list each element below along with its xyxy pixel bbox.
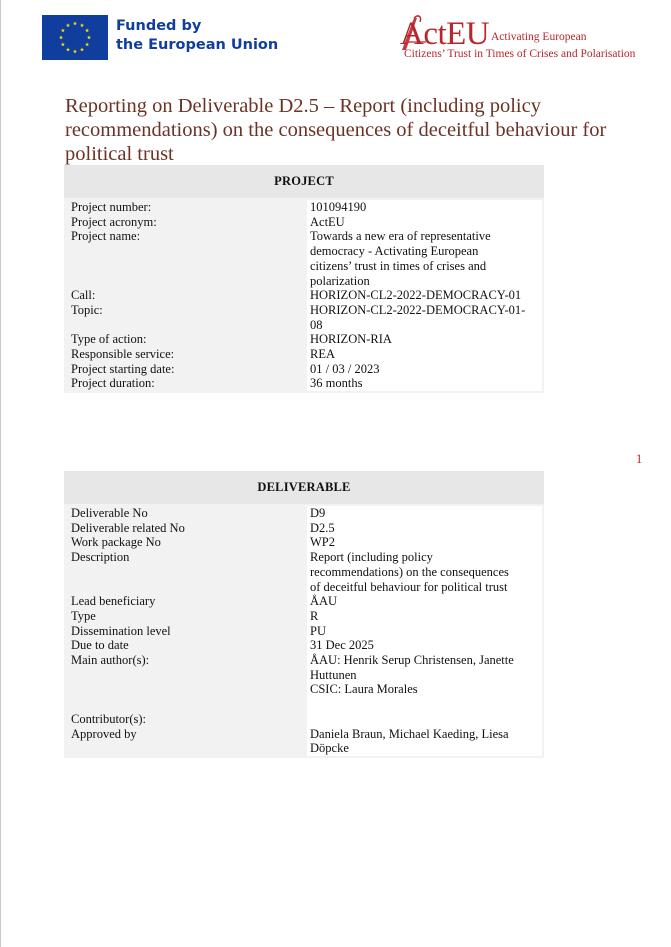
project-row-value-line: 08 bbox=[310, 317, 323, 332]
deliverable-row-value-line: ÅAU: Henrik Serup Christensen, Janette bbox=[310, 653, 514, 668]
deliverable-row-value bbox=[307, 506, 542, 521]
project-row bbox=[64, 362, 544, 377]
acteu-wordmark: ActEU bbox=[400, 16, 490, 52]
deliverable-row-label: Main author(s): bbox=[71, 653, 150, 668]
deliverable-row-value-line: ÅAU bbox=[310, 594, 338, 609]
project-row-label: Responsible service: bbox=[71, 347, 175, 362]
deliverable-row-value-line: Huttunen bbox=[310, 667, 357, 682]
deliverable-row-label: Dissemination level bbox=[71, 623, 171, 638]
project-row-value-line: democracy - Activating European bbox=[310, 244, 479, 259]
deliverable-row bbox=[64, 506, 544, 521]
deliverable-row-value-line: Daniela Braun, Michael Kaeding, Liesa bbox=[310, 726, 509, 741]
project-row bbox=[64, 215, 544, 230]
eu-line-2: the European Union bbox=[116, 37, 279, 53]
project-row-label: Project starting date: bbox=[71, 361, 175, 376]
eu-line-1: Funded by bbox=[116, 18, 202, 34]
deliverable-row-label: Deliverable No bbox=[71, 506, 148, 520]
deliverable-row bbox=[64, 609, 544, 624]
deliverable-row bbox=[64, 535, 544, 550]
project-row-label: Type of action: bbox=[71, 332, 147, 347]
project-row-value-line: citizens’ trust in times of crises and bbox=[310, 258, 487, 273]
project-row bbox=[64, 376, 544, 391]
deliverable-row-value-line: R bbox=[310, 608, 319, 623]
deliverable-row-label: Work package No bbox=[71, 535, 161, 550]
deliverable-row bbox=[64, 624, 544, 639]
project-row bbox=[64, 288, 544, 303]
deliverable-row bbox=[64, 653, 544, 712]
project-row bbox=[64, 332, 544, 347]
deliverable-row-label: Contributor(s): bbox=[71, 711, 146, 726]
project-row-value-line: HORIZON-CL2-2022-DEMOCRACY-01 bbox=[310, 288, 522, 303]
deliverable-table-rows bbox=[64, 504, 544, 758]
project-row-value bbox=[307, 376, 542, 391]
deliverable-row bbox=[64, 638, 544, 653]
project-row-value-line: HORIZON-CL2-2022-DEMOCRACY-01- bbox=[310, 302, 526, 317]
project-row-value-line: Towards a new era of representative bbox=[310, 229, 491, 244]
deliverable-row-value-line: 31 Dec 2025 bbox=[310, 638, 374, 653]
deliverable-row-value bbox=[307, 653, 542, 712]
project-table bbox=[64, 165, 544, 393]
deliverable-row-value-line: recommendations) on the consequences bbox=[310, 564, 509, 579]
acteu-tagline-1: Activating European bbox=[491, 31, 587, 43]
deliverable-row bbox=[64, 521, 544, 536]
project-row bbox=[64, 303, 544, 332]
deliverable-table bbox=[64, 471, 544, 758]
deliverable-row-value-line: of deceitful behaviour for political trust bbox=[310, 579, 508, 594]
project-row-value bbox=[307, 362, 542, 377]
deliverable-row-label: Due to date bbox=[71, 638, 129, 653]
project-row-value-line: ActEU bbox=[310, 214, 345, 229]
project-row-value bbox=[307, 303, 542, 332]
project-row-value bbox=[307, 332, 542, 347]
deliverable-row-label: Deliverable related No bbox=[71, 520, 185, 535]
deliverable-row-value bbox=[307, 535, 542, 550]
project-row-label: Project name: bbox=[71, 229, 141, 244]
project-row-label: Project duration: bbox=[71, 376, 155, 391]
eu-flag-svg bbox=[42, 15, 108, 60]
deliverable-row-value bbox=[307, 638, 542, 653]
deliverable-row-value-line: PU bbox=[310, 623, 326, 638]
deliverable-row-value-line: Report (including policy bbox=[310, 550, 433, 565]
project-row-value-line: 01 / 03 / 2023 bbox=[310, 361, 380, 376]
deliverable-row-value-line: WP2 bbox=[310, 535, 335, 550]
page-number: 1 bbox=[636, 452, 643, 466]
project-row-value-line: 36 months bbox=[310, 376, 363, 391]
deliverable-row-value-line bbox=[310, 712, 538, 727]
deliverable-row bbox=[64, 594, 544, 609]
deliverable-row-value bbox=[307, 594, 542, 609]
project-row-label: Project acronym: bbox=[71, 214, 157, 229]
project-table-rows bbox=[64, 198, 544, 393]
deliverable-row-label: Type bbox=[71, 608, 96, 623]
eu-funding-text bbox=[116, 17, 278, 55]
deliverable-row-value-line: Döpcke bbox=[310, 741, 349, 756]
project-row-value bbox=[307, 200, 542, 215]
project-row-value-line: HORIZON-RIA bbox=[310, 332, 392, 347]
deliverable-row-value-line bbox=[310, 697, 538, 712]
project-row-value-line: polarization bbox=[310, 273, 370, 288]
deliverable-table-heading: DELIVERABLE bbox=[64, 471, 544, 504]
document-title: Reporting on Deliverable D2.5 – Report (including policy recommendations) on the consequences of deceitful behaviour for political trust bbox=[65, 95, 607, 165]
deliverable-row bbox=[64, 727, 544, 756]
project-row bbox=[64, 347, 544, 362]
project-row-value bbox=[307, 288, 542, 303]
deliverable-row-label: Description bbox=[71, 550, 130, 565]
deliverable-row-label: Approved by bbox=[71, 726, 137, 741]
acteu-tagline-2: Citizens’ Trust in Times of Crises and Polarisation bbox=[404, 48, 636, 60]
deliverable-row-value bbox=[307, 624, 542, 639]
deliverable-row-value bbox=[307, 550, 542, 594]
project-row-label: Call: bbox=[71, 288, 96, 303]
project-row-label: Project number: bbox=[71, 200, 152, 214]
project-row bbox=[64, 200, 544, 215]
deliverable-row bbox=[64, 550, 544, 594]
project-row-value bbox=[307, 347, 542, 362]
project-row bbox=[64, 229, 544, 288]
project-table-heading: PROJECT bbox=[64, 165, 544, 198]
deliverable-row-value bbox=[307, 521, 542, 536]
deliverable-row-label: Lead beneficiary bbox=[71, 594, 156, 609]
deliverable-row bbox=[64, 712, 544, 727]
project-row-value-line: 101094190 bbox=[310, 200, 367, 214]
page-left-edge bbox=[0, 0, 1, 947]
project-row-value-line: REA bbox=[310, 347, 335, 362]
deliverable-row-value-line: D9 bbox=[310, 506, 326, 520]
deliverable-row-value bbox=[307, 712, 542, 727]
deliverable-row-value bbox=[307, 609, 542, 624]
project-row-value bbox=[307, 229, 542, 288]
deliverable-row-value bbox=[307, 727, 542, 756]
eu-flag-icon bbox=[42, 15, 108, 60]
acteu-logo bbox=[398, 12, 638, 64]
deliverable-row-value-line: D2.5 bbox=[310, 520, 335, 535]
deliverable-row-value-line: CSIC: Laura Morales bbox=[310, 682, 418, 697]
project-row-label: Topic: bbox=[71, 302, 103, 317]
project-row-value bbox=[307, 215, 542, 230]
